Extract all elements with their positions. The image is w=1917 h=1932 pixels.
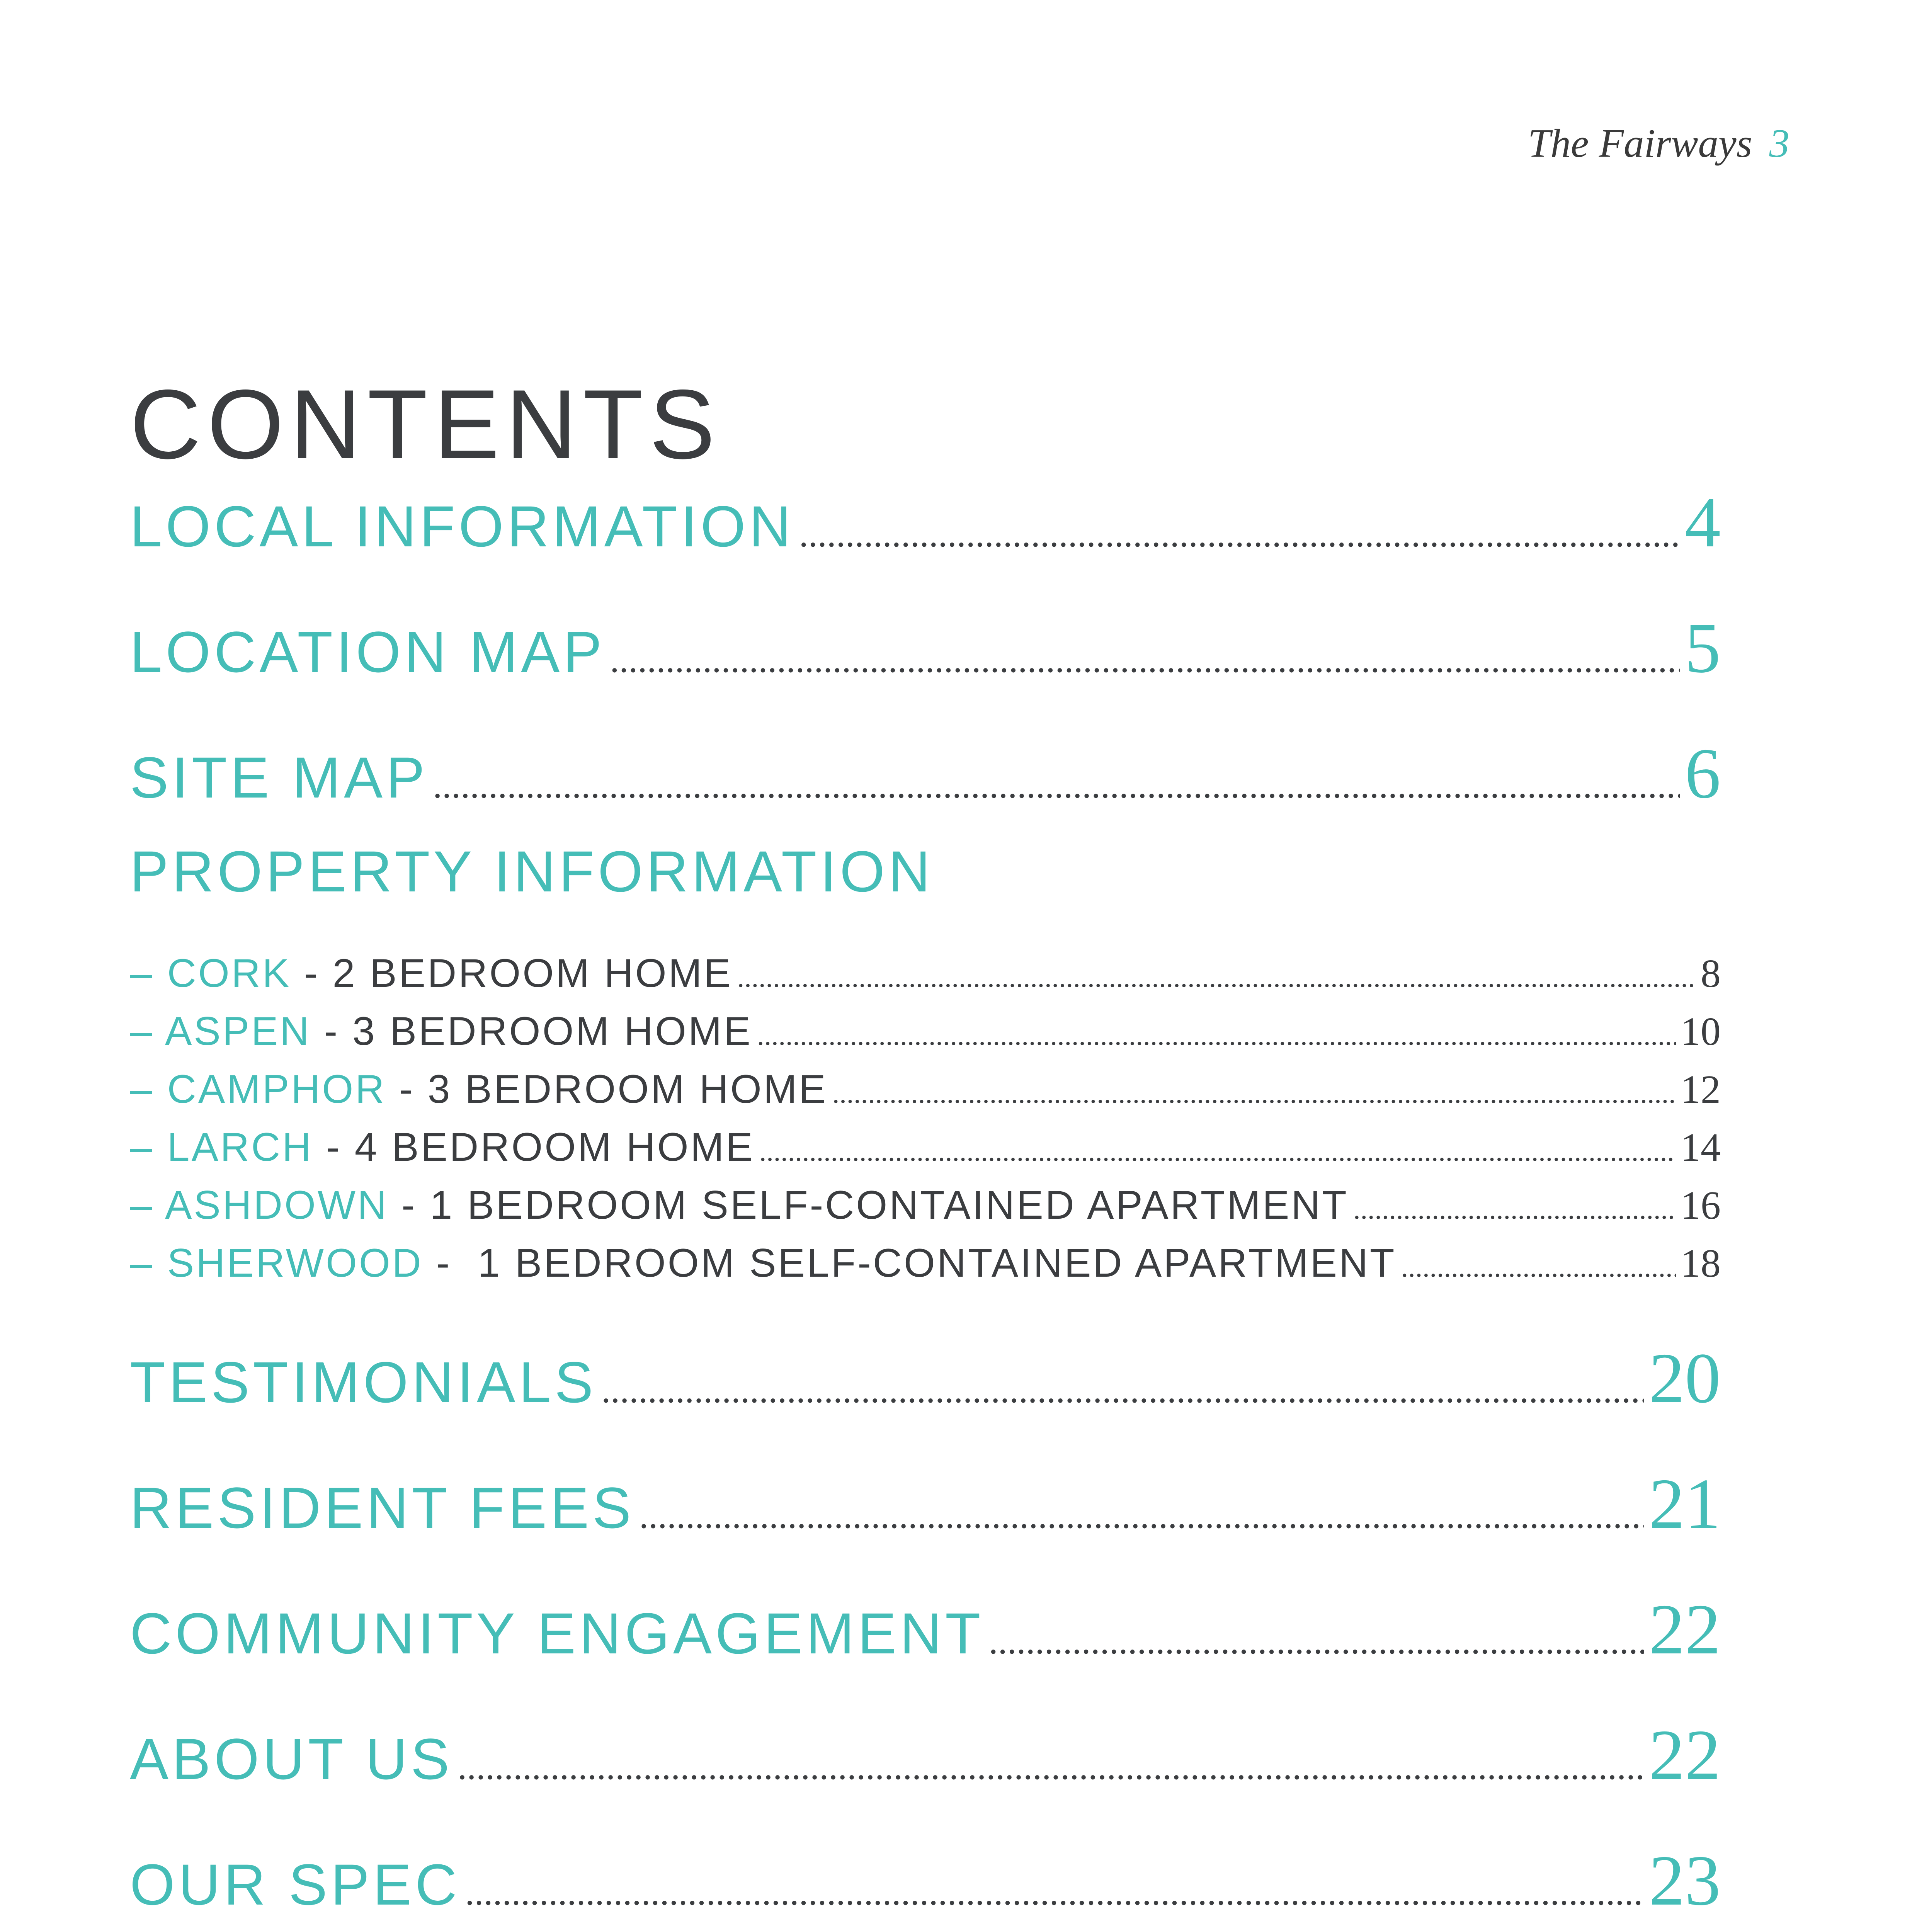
toc-entry-label: RESIDENT FEES bbox=[130, 1475, 635, 1540]
toc-subentry-page: 14 bbox=[1681, 1125, 1721, 1170]
toc-entry-label: LOCAL INFORMATION bbox=[130, 494, 794, 559]
dot-leader bbox=[458, 1745, 1644, 1788]
toc-subentry-cork[interactable] bbox=[130, 951, 1721, 997]
toc-entry-page: 22 bbox=[1649, 1715, 1721, 1795]
property-description: - 2 BEDROOM HOME bbox=[291, 951, 733, 996]
property-description: - 4 BEDROOM HOME bbox=[313, 1125, 755, 1170]
toc-entry-about-us[interactable] bbox=[130, 1714, 1721, 1796]
document-title: The Fairways bbox=[1528, 121, 1752, 166]
dot-leader bbox=[1353, 1193, 1676, 1226]
property-description: - 1 BEDROOM SELF-CONTAINED APARTMENT bbox=[388, 1183, 1349, 1228]
toc-entry-label: TESTIMONIALS bbox=[130, 1350, 597, 1415]
page-number: 3 bbox=[1769, 121, 1789, 166]
dot-leader bbox=[610, 638, 1680, 681]
toc-entry-local-information[interactable] bbox=[130, 481, 1721, 564]
property-description: - 3 BEDROOM HOME bbox=[311, 1009, 752, 1054]
property-information-heading[interactable]: PROPERTY INFORMATION bbox=[130, 839, 934, 904]
dot-leader bbox=[759, 1135, 1676, 1168]
toc-entry-page: 23 bbox=[1649, 1841, 1721, 1920]
dot-leader bbox=[1401, 1251, 1676, 1284]
property-description: - 1 BEDROOM SELF-CONTAINED APARTMENT bbox=[423, 1241, 1397, 1286]
toc-entry-page: 6 bbox=[1685, 734, 1721, 813]
toc-entry-location-map[interactable] bbox=[130, 607, 1721, 689]
toc-entry-label: ABOUT US bbox=[130, 1726, 453, 1791]
toc-subentry-page: 18 bbox=[1681, 1241, 1721, 1286]
toc-subentry-page: 10 bbox=[1681, 1009, 1721, 1054]
toc-entry-community-engagement[interactable] bbox=[130, 1588, 1721, 1671]
dot-leader bbox=[601, 1368, 1644, 1411]
property-name: – SHERWOOD bbox=[130, 1241, 423, 1286]
property-name: – ASHDOWN bbox=[130, 1183, 389, 1228]
dot-leader bbox=[799, 512, 1680, 555]
property-description: - 3 BEDROOM HOME bbox=[386, 1067, 828, 1112]
toc-subentry-aspen[interactable] bbox=[130, 1009, 1721, 1054]
toc-entry-page: 4 bbox=[1685, 483, 1721, 562]
property-name: – CAMPHOR bbox=[130, 1067, 386, 1112]
dot-leader bbox=[989, 1619, 1644, 1662]
toc-subentry-camphor[interactable] bbox=[130, 1066, 1721, 1112]
toc-entry-site-map[interactable] bbox=[130, 732, 1721, 815]
toc-subentry-larch[interactable] bbox=[130, 1124, 1721, 1170]
toc-entry-label: LOCATION MAP bbox=[130, 619, 606, 684]
property-name: – CORK bbox=[130, 951, 291, 996]
dot-leader bbox=[832, 1077, 1676, 1110]
toc-entry-page: 22 bbox=[1649, 1590, 1721, 1669]
toc-subentry-page: 8 bbox=[1701, 951, 1721, 996]
page-title: CONTENTS bbox=[130, 369, 721, 480]
dot-leader bbox=[465, 1871, 1644, 1913]
dot-leader bbox=[737, 961, 1696, 994]
toc-entry-label: COMMUNITY ENGAGEMENT bbox=[130, 1601, 984, 1666]
toc-subentry-sherwood[interactable] bbox=[130, 1240, 1721, 1286]
toc-entry-page: 5 bbox=[1685, 608, 1721, 688]
toc-subentry-ashdown[interactable] bbox=[130, 1182, 1721, 1228]
toc-entry-testimonials[interactable] bbox=[130, 1337, 1721, 1420]
property-name: – ASPEN bbox=[130, 1009, 311, 1054]
toc-entry-page: 21 bbox=[1649, 1464, 1721, 1544]
property-name: – LARCH bbox=[130, 1125, 313, 1170]
dot-leader bbox=[639, 1494, 1644, 1537]
toc-entry-resident-fees[interactable] bbox=[130, 1463, 1721, 1545]
toc-subentry-page: 12 bbox=[1681, 1067, 1721, 1112]
toc-subentry-page: 16 bbox=[1681, 1183, 1721, 1228]
dot-leader bbox=[433, 764, 1680, 806]
toc-entry-our-spec[interactable] bbox=[130, 1839, 1721, 1922]
dot-leader bbox=[757, 1019, 1676, 1052]
toc-entry-label: OUR SPEC bbox=[130, 1852, 461, 1917]
toc-entry-page: 20 bbox=[1649, 1338, 1721, 1418]
toc-entry-label: SITE MAP bbox=[130, 745, 429, 810]
running-header bbox=[1528, 120, 1789, 167]
